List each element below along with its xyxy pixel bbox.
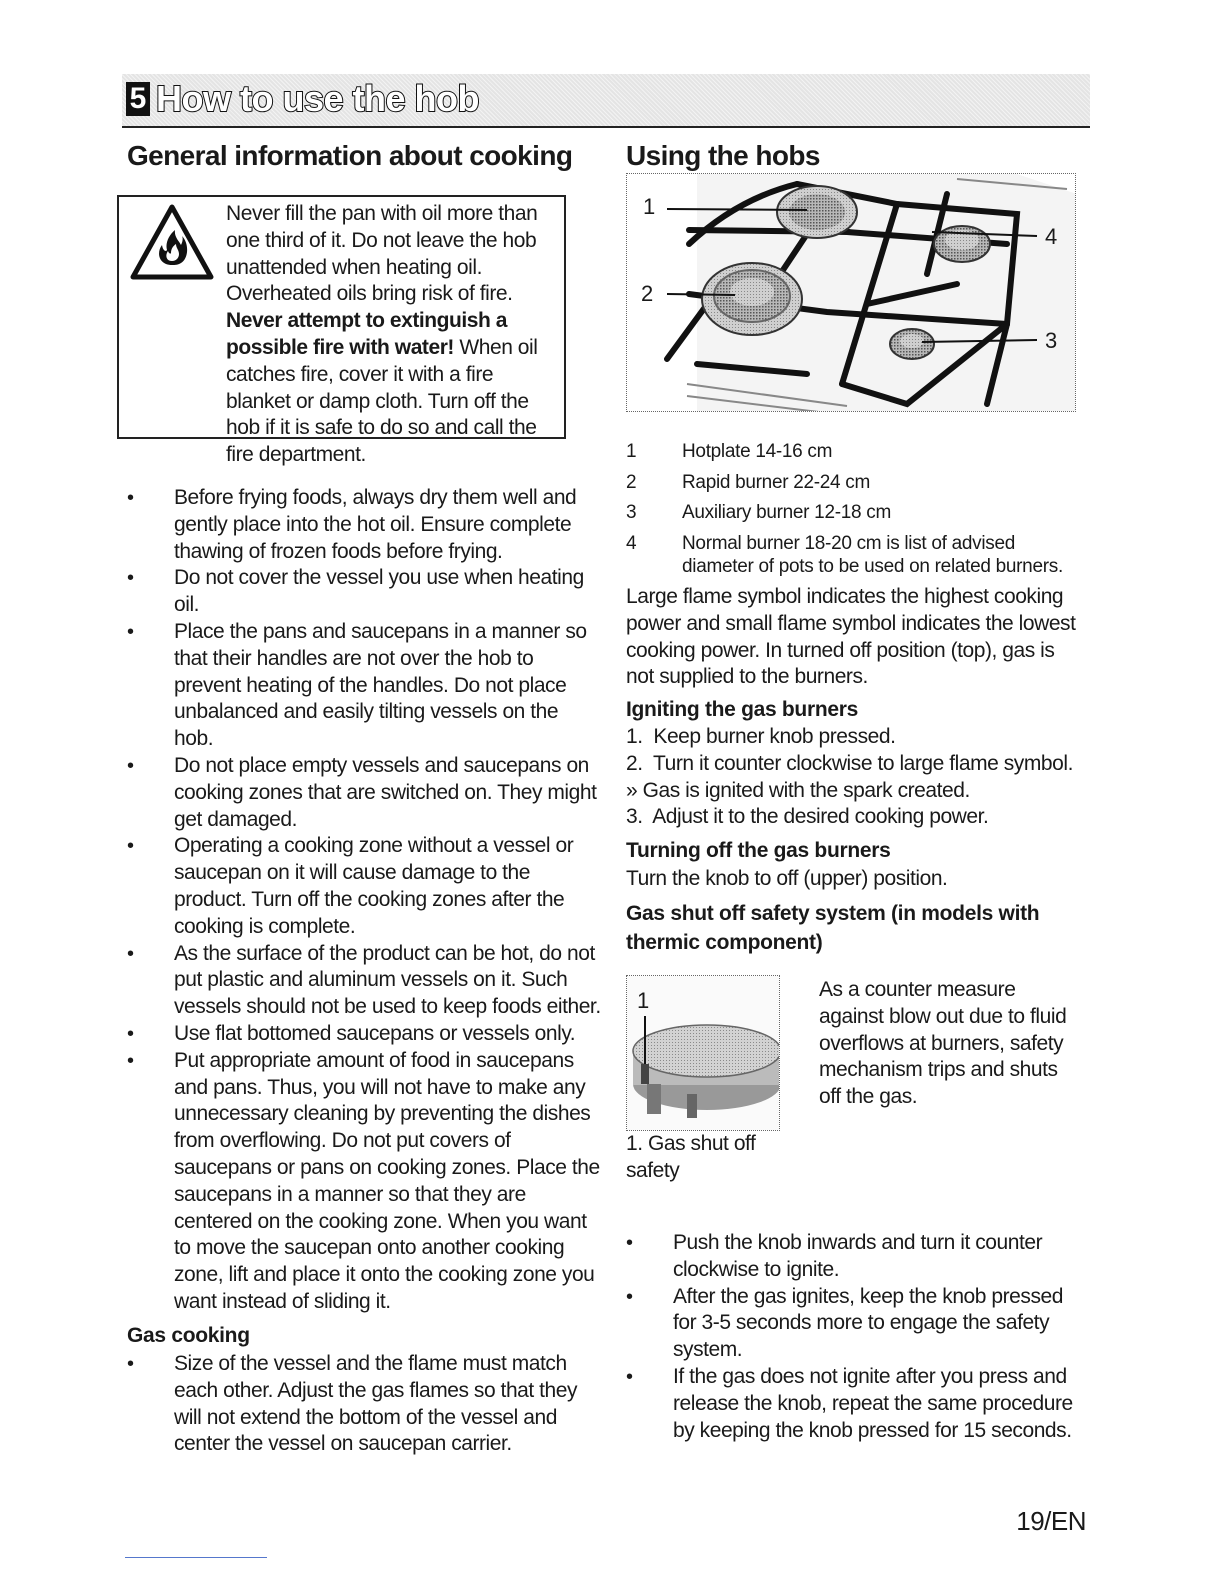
fire-warning-box [117,195,566,467]
legend-number: 3 [626,502,637,523]
igniting-heading: Igniting the gas burners [626,698,858,721]
turning-off-text: Turn the knob to off (upper) position. [626,867,948,890]
figure-callout-1: 1 [643,194,656,219]
warning-text-before: Never fill the pan with oil more than one third of it. Do not leave the hob unattended when heating oil. Overheated oils bring risk of fire. [226,202,538,306]
step-item: 3. Adjust it to the desired cooking power. [626,805,989,829]
legend-row [626,437,1086,468]
using-hobs-heading: Using the hobs [626,140,820,171]
list-item: • Do not cover the vessel you use when heating oil. [127,565,602,619]
list-item: • As the surface of the product can be hot, do not put plastic and aluminum vessels on it. Such vessels should not be used to keep foods either. [127,941,602,1021]
legend-text: Hotplate 14-16 cm [682,441,833,462]
gas-cooking-heading: Gas cooking [127,1324,250,1347]
hob-figure [626,173,1076,412]
list-item: • Place the pans and saucepans in a manner so that their handles are not over the hob to prevent heating of the handles. Do not place unbalanced and easily tilting vessels on the hob. [127,619,602,753]
figure-callout-2: 2 [641,281,654,306]
safety-figure-callout: 1 [637,988,650,1013]
warning-text-bold: Never attempt to extinguish a possible fire with water! [226,309,508,359]
list-item: • Operating a cooking zone without a vessel or saucepan on it will cause damage to the product. Turn off the cooking zones after the cooking is complete. [127,833,602,940]
footer-line [125,1557,267,1558]
legend-text: Rapid burner 22-24 cm [682,471,871,493]
list-item: • Before frying foods, always dry them well and gently place into the hot oil. Ensure complete thawing of frozen foods before frying. [127,485,602,565]
list-item: • Do not place empty vessels and saucepans on cooking zones that are switched on. They might get damaged. [127,753,602,833]
figure-callout-4: 4 [1045,224,1058,249]
fire-warning-text [226,201,561,469]
safety-side-text: As a counter measure against blow out due to fluid overflows at burners, safety mechanism trips and shuts off the gas. [819,978,1067,1109]
list-item: • If the gas does not ignite after you press and release the knob, repeat the same procedure by keeping the knob pressed for 15 seconds. [626,1364,1086,1444]
general-info-heading: General information about cooking [127,140,573,171]
list-item: • Size of the vessel and the flame must match each other. Adjust the gas flames so that they will not extend the bottom of the vessel and center the vessel on saucepan carrier. [127,1351,597,1458]
legend-number: 1 [626,441,637,462]
thermocouple-burner-diagram [627,976,780,1131]
flame-paragraph: Large flame symbol indicates the highest cooking power and small flame symbol indicates the lowest cooking power. In turned off position (top), gas is not supplied to the burners. [626,585,1076,689]
safety-bullets [626,1230,1086,1444]
figure-callout-3: 3 [1045,328,1058,353]
warning-text-after: When oil catches fire, cover it with a fire blanket or damp cloth. Turn off the hob if it is safe to do so and call the fire department. [226,335,538,467]
chapter-title: How to use the hob [156,78,479,119]
legend-continuation: diameter of pots to be used on related burners. [682,556,1063,577]
safety-heading: Gas shut off safety system (in models with thermic component) [626,902,1040,954]
step-item: 2. Turn it counter clockwise to large flame symbol. [626,751,1073,775]
safety-figure [626,975,780,1131]
hob-diagram [627,174,1076,412]
list-item: • After the gas ignites, keep the knob pressed for 3-5 seconds more to engage the safety system. [626,1284,1086,1364]
general-info-list [127,485,602,1316]
chapter-number: 5 [126,82,150,116]
list-item: • Put appropriate amount of food in saucepans and pans. Thus, you will not have to make any unnecessary cleaning by preventing the dishes from overflowing. Do not put covers of saucepans or pans on cooking zones. Place the saucepans in a manner so that they are centered on the cooking zone. When you want to move the saucepan onto another cooking zone, lift and place it onto the cooking zone you want instead of sliding it. [127,1048,602,1316]
legend-row [626,498,1086,529]
legend-row [626,468,1086,499]
page-number: 19/EN [1016,1506,1086,1536]
legend-number: 2 [626,471,637,493]
legend-text: Normal burner 18-20 cm is list of advised [682,532,1016,554]
turning-off-heading: Turning off the gas burners [626,839,891,862]
list-item: • Push the knob inwards and turn it counter clockwise to ignite. [626,1230,1086,1284]
gas-cooking-list [127,1351,597,1458]
igniting-steps [626,724,1096,831]
chapter-banner [122,74,1090,128]
hob-legend [626,437,1086,579]
step-item: » Gas is ignited with the spark created. [626,778,970,802]
fire-warning-icon [129,203,215,286]
list-item: • Use flat bottomed saucepans or vessels only. [127,1021,602,1048]
step-item: 1. Keep burner knob pressed. [626,725,896,748]
safety-figure-caption: 1. Gas shut off safety [626,1132,756,1182]
legend-text: Auxiliary burner 12-18 cm [682,502,891,523]
legend-number: 4 [626,532,637,554]
